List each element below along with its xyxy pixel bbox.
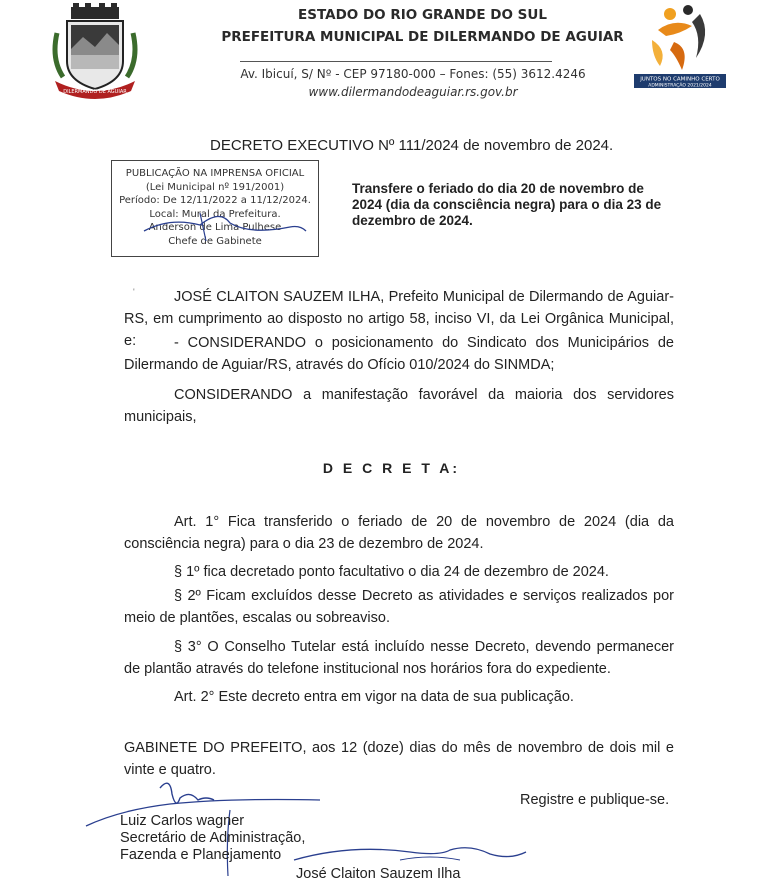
paragraph-3: § 3° O Conselho Tutelar está incluído nesse Decreto, devendo permanecer de plantão através do telefone institucional nos horários fora do expediente. [124, 639, 674, 677]
crest-ribbon-text: DILERMANDO DE AGUIAR [63, 89, 127, 95]
paragraph-2: § 2º Ficam excluídos desse Decreto as atividades e serviços realizados por meio de plantões, escalas ou sobreaviso. [124, 588, 674, 626]
preamble-considering-1: - CONSIDERANDO o posicionamento do Sindicato dos Municipários de Dilermando de Aguiar/RS, através do Ofício 010/2024 do SINMDA; [124, 335, 674, 373]
pub-line1: PUBLICAÇÃO NA IMPRENSA OFICIAL [125, 168, 305, 179]
header-city-hall: PREFEITURA MUNICIPAL DE DILERMANDO DE AGUIAR [221, 29, 624, 45]
municipal-crest-logo [49, 3, 141, 99]
header-divider [240, 61, 552, 62]
pub-line2: (Lei Municipal nº 191/2001) [145, 181, 285, 193]
signatory-1-role-line2: Fazenda e Planejamento [120, 847, 282, 863]
closing-text: GABINETE DO PREFEITO, aos 12 (doze) dias do mês de novembro de dois mil e vinte e quatro. [124, 740, 674, 778]
decree-summary: Transfere o feriado do dia 20 de novembro de 2024 (dia da consciência negra) para o dia 23 de dezembro de 2024. [352, 181, 662, 228]
header-website: www.dilermandodeaguiar.rs.gov.br [308, 85, 518, 99]
signatory-2-name: José Claiton Sauzem Ilha [296, 866, 461, 882]
paragraph-1: § 1º fica decretado ponto facultativo o dia 24 de dezembro de 2024. [174, 564, 609, 580]
article-1: Art. 1° Fica transferido o feriado de 20 de novembro de 2024 (dia da consciência negra) para o dia 23 de dezembro de 2024. [124, 514, 674, 552]
preamble-mayor: JOSÉ CLAITON SAUZEM ILHA, Prefeito Municipal de Dilermando de Aguiar-RS, em cumprimento ao disposto no artigo 58, inciso VI, da Lei Orgânica Municipal, e: [124, 289, 674, 349]
register-text: Registre e publique-se. [520, 792, 670, 808]
pub-line6: Chefe de Gabinete [168, 235, 262, 247]
administration-logo [630, 0, 730, 92]
margin-mark: ' [133, 287, 135, 297]
signatory-1-role-line1: Secretário de Administração, [120, 830, 306, 846]
decree-title: DECRETO EXECUTIVO Nº 111/2024 de novembro de 2024. [210, 137, 614, 154]
header-address: Av. Ibicuí, S/ Nº - CEP 97180-000 – Fones: (55) 3612.4246 [240, 67, 586, 81]
decreta-heading: D E C R E T A: [322, 460, 461, 476]
logo-line1: JUNTOS NO CAMINHO CERTO [640, 76, 720, 83]
logo-line2: ADMINISTRAÇÃO 2021/2024 [648, 83, 712, 89]
signatory-1-name: Luiz Carlos wagner [120, 813, 245, 829]
pub-signature [140, 205, 310, 245]
pub-line4: Local: Mural da Prefeitura. [149, 208, 281, 220]
article-2: Art. 2° Este decreto entra em vigor na data de sua publicação. [174, 689, 574, 705]
preamble-considering-2: CONSIDERANDO a manifestação favorável da maioria dos servidores municipais, [124, 387, 674, 425]
header-state: ESTADO DO RIO GRANDE DO SUL [298, 7, 547, 23]
pub-line5: Anderson de Lima Pulhese [148, 222, 282, 233]
pub-line3: Período: De 12/11/2022 a 11/12/2024. [119, 195, 311, 206]
